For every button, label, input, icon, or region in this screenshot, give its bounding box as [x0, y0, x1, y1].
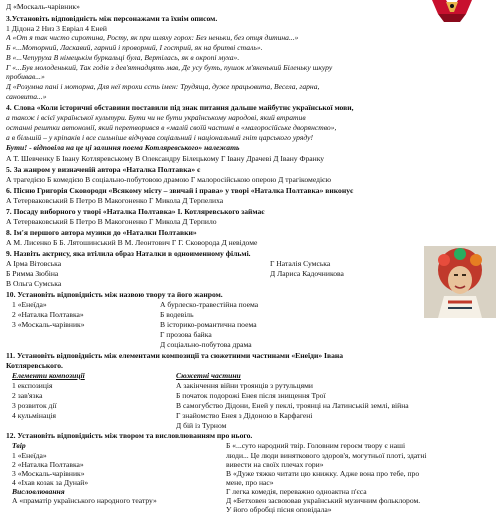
task-10-genre-b: Б водевіль	[160, 310, 194, 319]
task-12-quote-b-1: Б «...суто народний твір. Головним героєм твору є наші	[226, 441, 406, 450]
task-12-title: 12. Установіть відповідність між твором та висловлюванням про нього.	[6, 431, 253, 440]
task-3-option-v: В «...Чепуруха В німецькім буркальці була, Вертілась, як в окропі муха».	[6, 53, 240, 62]
task-11-left-header: Елементи композиції	[12, 371, 85, 380]
task-9-option-b: Б Римма Зюбіна	[6, 269, 59, 278]
task-11-part-d: Д бій із Турном	[176, 421, 227, 430]
task-3-option-b: Б «...Моторний, Ласкавий, гарний і проворний, І гострий, як на бритві сталь».	[6, 43, 263, 52]
task-9-title: 9. Назвіть актрису, яка втілила образ Наталки в одноименному фільмі.	[6, 249, 251, 258]
task-6-title: 6. Пісню Григорія Сковороди «Всякому місту – звичай і права» у творі «Наталка Полтавка» виконує	[6, 186, 354, 195]
task-5-title: 5. За жанром у визначеній автора «Наталка Полтавка» є	[6, 165, 201, 174]
task-12-quote-d-2: У його обробці пісня оповідала»	[226, 505, 332, 514]
task-3-option-d-cont: сановита...»	[6, 92, 47, 101]
task-10-title: 10. Установіть відповідність між назвою твору та його жанром.	[6, 290, 223, 299]
task-11-title-cont: Котляревського.	[6, 361, 63, 370]
task-9-option-v: В Ольга Сумська	[6, 279, 62, 288]
task-8-options: А М. Лисенко Б Б. Лятошинський В М. Леонтович Г Г. Сковорода Д невідоме	[6, 238, 258, 247]
task-11-part-v: В самогубство Дідони, Еней у пеклі, троянці на Латинській землі, війна	[176, 401, 409, 410]
task-3-option-g-cont: пробивав...»	[6, 72, 45, 81]
task-11-right-header: Сюжетні частини	[176, 371, 241, 380]
task-11-part-a: А закінчення війни троянців з рутульцями	[176, 381, 313, 390]
task-4-quote-5: Бути! - відповіла на це ці залиння поема Котляревського» належать	[6, 143, 240, 152]
task-10-genre-g: Г прозова байка	[160, 330, 212, 339]
task-10-work-2: 2 «Наталка Полтавка»	[12, 310, 84, 319]
task-9-option-d: Д Лариса Кадочникова	[270, 269, 344, 278]
task-9-option-g: Г Наталія Сумська	[270, 259, 331, 268]
task-6-options: А Тетерваковський Б Петро В Макогоненко Г Микола Д Терпелиха	[6, 196, 224, 205]
option-d-moskal: Д «Москаль-чарівник»	[6, 2, 80, 11]
task-4-quote-1: 4. Слова «Коли історичні обставини поставили під знак питання дальше майбутнє української мови,	[6, 103, 354, 112]
task-12-quote-b-3: вивести на своїх плечах гори»	[226, 460, 324, 469]
task-10-genre-a: А бурлеско-травестійна поема	[160, 300, 259, 309]
task-11-part-b: Б початок подорожі Енея після знищення Трої	[176, 391, 326, 400]
task-3-title: 3.Установіть відповідність між персонажами та їхнім описом.	[6, 14, 218, 23]
task-12-quote-b-2: люди... Це люди виняткового здоров'я, могутньої плоті, здатні	[226, 451, 427, 460]
task-7-options: А Тетерваковський Б Петро В Макогоненко Г Микола Д Терпило	[6, 217, 217, 226]
task-11-elem-1: 1 експозиція	[12, 381, 53, 390]
task-7-title: 7. Посаду виборного у творі «Наталка Полтавка» І. Котляревського займає	[6, 207, 265, 216]
task-12-work-2: 2 «Наталка Полтавка»	[12, 460, 84, 469]
task-12-work-4: 4 «Іхав козак за Дунай»	[12, 478, 89, 487]
task-10-work-1: 1 «Енеїда»	[12, 300, 47, 309]
task-12-work-1: 1 «Енеїда»	[12, 451, 47, 460]
task-11-elem-4: 4 кульмінація	[12, 411, 57, 420]
task-12-work-3: 3 «Москаль-чарівник»	[12, 469, 85, 478]
task-12-quote-v-1: В «Дуже тяжко читати цю книжку. Адже вона про тебе, про	[226, 469, 420, 478]
task-4-quote-4: а в більшій – у кріпаків і все сильніше відчував соціальний і національний гніт царського уряду!	[6, 133, 313, 142]
task-8-title: 8. Ім'я першого автора музики до «Наталки Полтавки»	[6, 228, 197, 237]
natalka-photo	[424, 246, 496, 318]
task-11-title: 11. Установіть відповідність між елементами композиції та сюжетними частинами «Енеїди» Івана	[6, 351, 344, 360]
task-11-elem-2: 2 зав'язка	[12, 391, 43, 400]
task-10-work-3: 3 «Москаль-чарівник»	[12, 320, 85, 329]
task-4-options: А Т. Шевченку Б Івану Котляревському В Олександру Білецькому Г Івану Драчеві Д Івану Франку	[6, 154, 325, 163]
task-10-genre-d: Д соціально-побутова драма	[160, 340, 252, 349]
task-12-quotes-header: Висловлювання	[12, 487, 65, 496]
task-11-part-g: Г знайомство Енея з Дідоною в Карфагені	[176, 411, 313, 420]
task-12-quote-a: А «праматір українського народного театру»	[12, 496, 157, 505]
task-11-elem-3: 3 розвиток дії	[12, 401, 57, 410]
task-12-quote-d-1: Д «Бетховен засвоював український музичним фольклором.	[226, 496, 421, 505]
task-3-option-g: Г «...Був молоденький, Так годів з дев'ятнадцять мав, Де усу буть, пушок м'якенький Біленьку шкуру	[6, 63, 333, 72]
task-3-option-a: А «От я так чисто сиротина, Росту, як при шляху горох: Без неньки, без отця дитина...»	[6, 33, 299, 42]
task-3-option-d: Д «Розумна пані і моторна, Для неї трохи єсть імен: Трудяща, дуже працьовита, Весела, гарна,	[6, 82, 320, 91]
task-4-quote-3: останні рештки автономії, який перетворився в «малій своїй частині в «малоросійське дворянство»,	[6, 123, 337, 132]
task-12-left-header: Твір	[12, 441, 26, 450]
task-9-option-a: А Ірма Вітовська	[6, 259, 62, 268]
task-12-quote-g: Г легка комедія, переважно одноактна п'єса	[226, 487, 367, 496]
task-10-genre-v: В історико-романтична поема	[160, 320, 257, 329]
task-4-quote-2: а також і всієї української культури. Бути чи не бути українському народові, який втратив	[6, 113, 306, 122]
task-12-quote-v-2: мене, про нас»	[226, 478, 274, 487]
task-3-characters: 1 Дідона 2 Низ 3 Евріал 4 Еней	[6, 24, 107, 33]
task-5-options: А трагедією Б комедією В соціально-побутовою драмою Г малоросійською оперою Д трагікомедією	[6, 175, 331, 184]
